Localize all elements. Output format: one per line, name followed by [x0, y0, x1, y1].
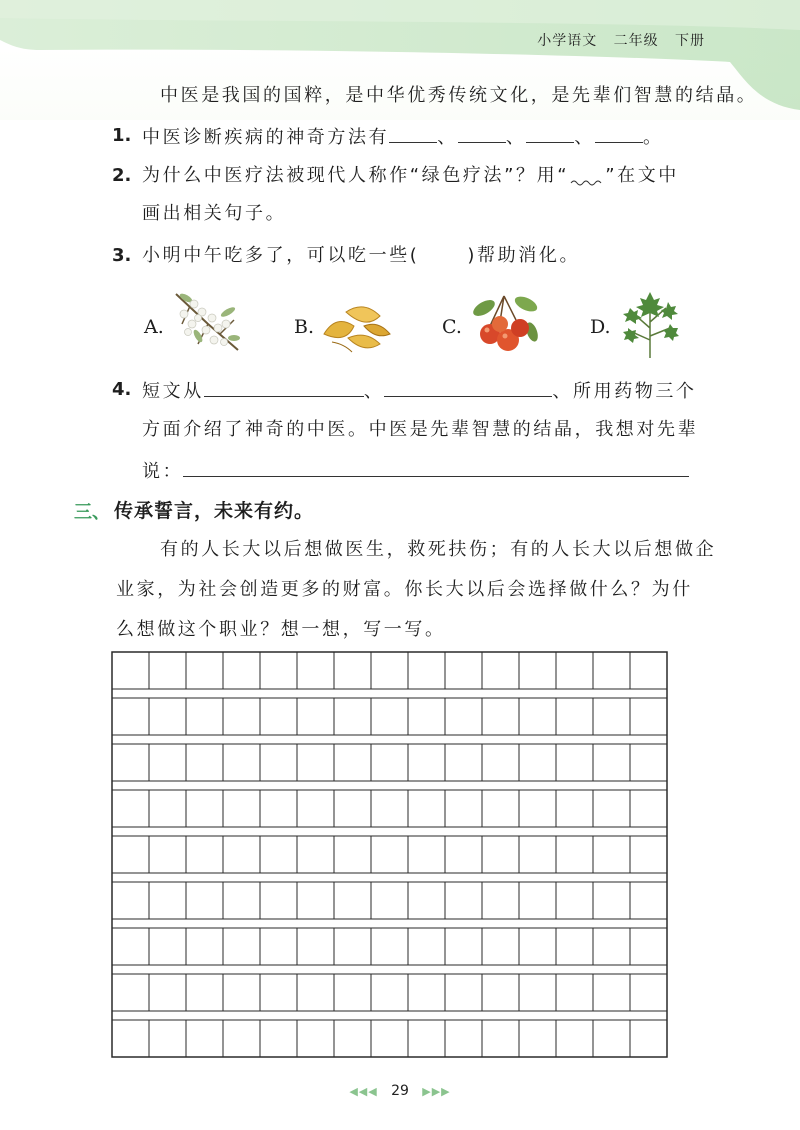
section-paragraph-line-3: 么想做这个职业？想一想，写一写。 [116, 619, 446, 640]
passage-intro: 中医是我国的国粹，是中华优秀传统文化，是先辈们智慧的结晶。 [160, 85, 758, 106]
section-title: 传承誓言，未来有约。 [114, 500, 315, 522]
q1-blank-1[interactable] [389, 124, 437, 143]
white-flower-branch-image [168, 284, 246, 356]
option-b-label: B. [294, 316, 315, 338]
q2-number: 2. [112, 165, 132, 186]
left-arrows-icon: ◀◀◀ [349, 1085, 378, 1098]
red-hawthorn-berries-image [470, 292, 544, 360]
q1-number: 1. [112, 125, 132, 146]
q3-text: 小明中午吃多了，可以吃一些( )帮助消化。 [142, 245, 581, 266]
writing-grid[interactable] [111, 651, 668, 1058]
q2-line-2: 画出相关句子。 [142, 203, 287, 224]
q1-text: 中医诊断疾病的神奇方法有 、 、 、 。 [142, 124, 664, 150]
header-wave-decoration [0, 0, 800, 130]
section-paragraph-line-1: 有的人长大以后想做医生，救死扶伤；有的人长大以后想做企 [160, 539, 717, 560]
green-herb-leaves-image [620, 288, 680, 360]
q4-blank-1[interactable] [204, 378, 364, 397]
q1-blank-3[interactable] [526, 124, 574, 143]
q2-line-1: 为什么中医疗法被现代人称作“绿色疗法”？用“ ”在文中 [142, 165, 679, 186]
q4-line-2: 方面介绍了神奇的中医。中医是先辈智慧的结晶，我想对先辈 [142, 419, 699, 440]
page-number: 29 [391, 1083, 409, 1099]
q4-number: 4. [112, 379, 132, 400]
header-text: 小学语文 二年级 下册 [537, 33, 705, 49]
q4-line-1: 短文从 、 、所用药物三个 [142, 378, 697, 404]
q1-blank-4[interactable] [595, 124, 643, 143]
q4-blank-3[interactable] [183, 458, 689, 477]
option-d-label: D. [590, 316, 611, 338]
dried-yellow-slices-image [318, 298, 394, 356]
option-a-label: A. [144, 316, 164, 338]
q4-blank-2[interactable] [384, 378, 552, 397]
q3-number: 3. [112, 245, 132, 266]
section-number: 三、 [74, 502, 110, 523]
q4-line-3: 说： [142, 458, 689, 484]
option-c-label: C. [442, 316, 462, 338]
page-footer [0, 1083, 800, 1099]
wavy-underline-icon [569, 178, 605, 188]
right-arrows-icon: ▶▶▶ [422, 1085, 451, 1098]
section-paragraph-line-2: 业家，为社会创造更多的财富。你长大以后会选择做什么？为什 [116, 579, 693, 600]
q1-blank-2[interactable] [458, 124, 506, 143]
